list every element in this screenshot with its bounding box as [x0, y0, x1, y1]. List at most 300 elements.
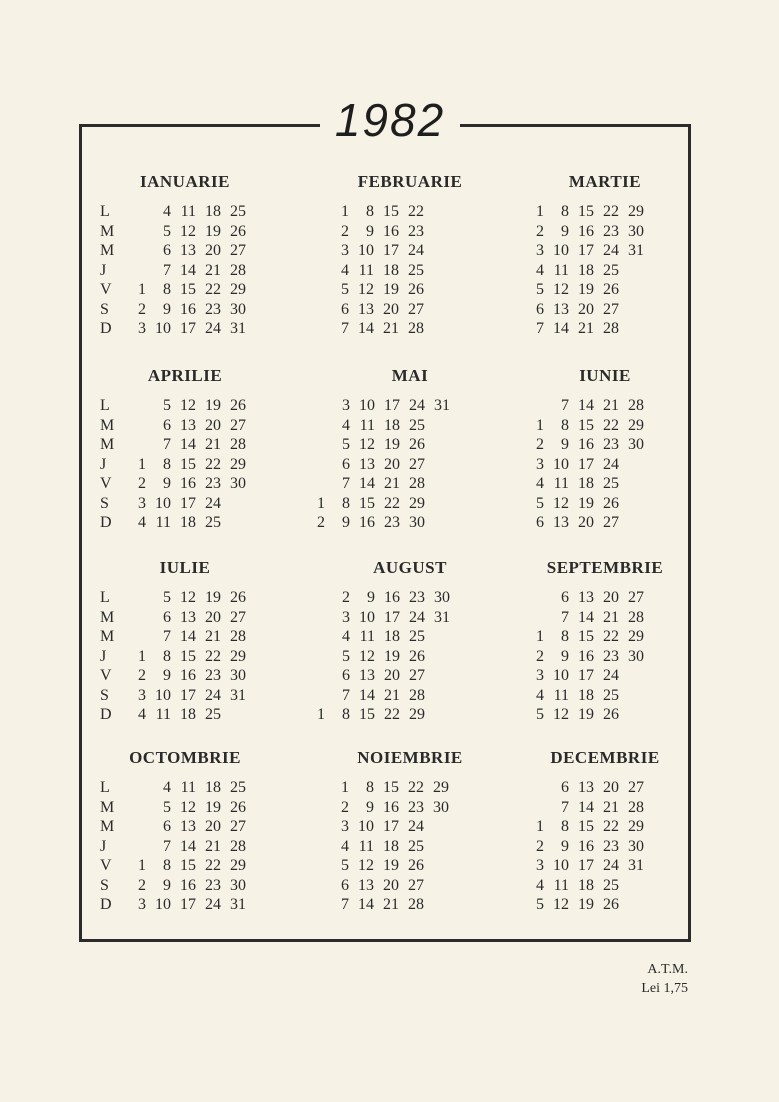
day-cell: 24 — [408, 242, 424, 259]
week-row — [100, 876, 270, 896]
day-cell: 31 — [628, 857, 644, 874]
day-cell: 5 — [163, 397, 171, 414]
day-cell: 1 — [138, 455, 146, 473]
month-name: SEPTEMBRIE — [546, 558, 664, 577]
week-row — [520, 817, 690, 837]
day-cell: 4 — [341, 261, 349, 279]
week-row — [100, 416, 270, 436]
month-name: DECEMBRIE — [550, 748, 660, 767]
month-days-grid — [325, 202, 495, 339]
day-cell: 16 — [383, 798, 399, 816]
week-row — [100, 202, 270, 222]
day-cell: 15 — [180, 455, 196, 473]
day-cell: 1 — [536, 628, 544, 645]
day-cell: 20 — [383, 876, 399, 894]
day-cell: 13 — [358, 876, 374, 894]
week-row — [520, 494, 690, 514]
month-name: AUGUST — [373, 558, 447, 577]
day-letter: V — [100, 281, 112, 298]
month-iulie — [100, 558, 270, 733]
day-cell: 25 — [230, 779, 246, 796]
day-cell: 16 — [578, 837, 594, 855]
week-row — [520, 202, 690, 222]
day-letter: L — [100, 779, 110, 796]
week-row — [100, 494, 270, 514]
day-cell: 8 — [366, 779, 374, 796]
day-cell: 6 — [341, 876, 349, 894]
day-cell: 14 — [358, 320, 374, 337]
day-cell: 20 — [578, 514, 594, 531]
day-cell: 27 — [230, 818, 246, 835]
day-cell: 10 — [358, 818, 374, 835]
week-row — [520, 627, 690, 647]
day-cell: 12 — [180, 222, 196, 240]
week-row — [520, 798, 690, 818]
day-cell: 15 — [359, 494, 375, 512]
week-row — [100, 455, 270, 475]
day-cell: 13 — [359, 667, 375, 684]
day-cell: 21 — [603, 397, 619, 414]
day-cell: 10 — [553, 242, 569, 259]
week-row — [325, 435, 495, 455]
day-cell: 30 — [409, 514, 425, 531]
day-cell: 7 — [163, 436, 171, 453]
day-cell: 25 — [603, 475, 619, 492]
day-cell: 4 — [536, 686, 544, 704]
month-august — [317, 558, 495, 733]
day-cell: 22 — [384, 494, 400, 512]
day-cell: 9 — [367, 589, 375, 606]
day-cell: 14 — [359, 686, 375, 704]
year-title: 1982 — [320, 90, 460, 150]
day-cell: 5 — [342, 647, 350, 665]
month-septembrie — [520, 558, 690, 733]
day-cell: 19 — [205, 589, 221, 606]
day-cell: 20 — [578, 300, 594, 318]
day-cell: 11 — [553, 876, 569, 894]
month-days-grid — [520, 202, 690, 339]
day-cell: 18 — [180, 514, 196, 531]
day-cell: 5 — [536, 281, 544, 298]
day-cell: 23 — [205, 876, 221, 894]
day-cell: 31 — [230, 896, 246, 913]
day-cell: 20 — [384, 455, 400, 473]
week-row — [325, 416, 495, 436]
day-cell: 12 — [180, 589, 196, 606]
day-cell: 4 — [341, 837, 349, 855]
day-cell: 3 — [536, 455, 544, 473]
day-cell: 6 — [561, 779, 569, 796]
day-cell: 18 — [578, 261, 594, 279]
day-cell: 1 — [536, 416, 544, 434]
day-cell: 23 — [205, 300, 221, 318]
day-cell: 14 — [553, 320, 569, 337]
week-row — [100, 817, 270, 837]
day-cell: 26 — [230, 589, 246, 606]
day-letter: V — [100, 667, 112, 684]
day-cell: 28 — [628, 608, 644, 626]
day-cell: 12 — [358, 281, 374, 298]
week-row — [100, 222, 270, 242]
week-row — [100, 300, 270, 320]
week-row — [325, 778, 495, 798]
day-cell: 16 — [578, 222, 594, 240]
day-cell: 3 — [341, 242, 349, 259]
day-cell: 28 — [230, 837, 246, 855]
day-cell: 19 — [383, 857, 399, 874]
day-cell: 6 — [163, 416, 171, 434]
day-cell: 21 — [383, 896, 399, 913]
day-cell: 15 — [578, 416, 594, 434]
day-cell: 24 — [205, 494, 221, 512]
day-letter: J — [100, 837, 107, 855]
month-februarie — [325, 172, 495, 347]
day-cell: 21 — [384, 475, 400, 492]
day-cell: 23 — [603, 436, 619, 453]
day-cell: 16 — [180, 667, 196, 684]
day-cell: 12 — [180, 397, 196, 414]
day-cell: 1 — [138, 281, 146, 298]
week-row — [325, 627, 495, 647]
week-row — [520, 778, 690, 798]
day-cell: 23 — [384, 514, 400, 531]
day-cell: 13 — [180, 818, 196, 835]
day-cell: 2 — [536, 837, 544, 855]
day-cell: 6 — [341, 300, 349, 318]
week-row — [520, 588, 690, 608]
day-cell: 16 — [180, 876, 196, 894]
day-cell: 13 — [180, 608, 196, 626]
day-cell: 24 — [409, 608, 425, 626]
week-row — [100, 705, 270, 725]
week-row — [325, 588, 495, 608]
day-cell: 23 — [205, 475, 221, 492]
day-cell: 14 — [578, 798, 594, 816]
week-row — [100, 396, 270, 416]
day-cell: 12 — [553, 281, 569, 298]
day-cell: 12 — [359, 647, 375, 665]
day-cell: 22 — [384, 706, 400, 723]
week-row — [100, 435, 270, 455]
day-cell: 20 — [603, 589, 619, 606]
week-row — [520, 222, 690, 242]
day-cell: 16 — [383, 222, 399, 240]
week-row — [325, 856, 495, 876]
week-row — [520, 474, 690, 494]
day-cell: 22 — [205, 455, 221, 473]
day-cell: 11 — [553, 686, 569, 704]
day-cell: 25 — [603, 686, 619, 704]
day-cell: 4 — [536, 876, 544, 894]
week-row — [520, 705, 690, 725]
week-row — [325, 686, 495, 706]
day-cell: 8 — [561, 818, 569, 835]
day-cell: 29 — [230, 281, 246, 298]
day-cell: 31 — [434, 608, 450, 626]
week-row — [520, 241, 690, 261]
day-cell: 27 — [230, 608, 246, 626]
week-row — [100, 686, 270, 706]
month-martie — [520, 172, 690, 347]
day-cell: 7 — [163, 628, 171, 645]
week-row — [325, 222, 495, 242]
day-cell: 24 — [603, 455, 619, 473]
month-days-grid — [100, 396, 270, 533]
footer — [600, 960, 688, 998]
day-cell: 29 — [230, 857, 246, 874]
month-name: IULIE — [159, 558, 211, 577]
week-row — [317, 494, 495, 514]
month-days-grid — [100, 778, 270, 915]
day-cell: 27 — [603, 514, 619, 531]
day-cell: 19 — [578, 896, 594, 913]
day-cell: 17 — [578, 455, 594, 473]
week-row — [325, 241, 495, 261]
day-cell: 15 — [578, 818, 594, 835]
week-row — [325, 261, 495, 281]
day-cell: 23 — [603, 647, 619, 665]
day-cell: 29 — [628, 818, 644, 835]
day-cell: 6 — [536, 514, 544, 531]
day-cell: 15 — [359, 706, 375, 723]
week-row — [100, 474, 270, 494]
day-cell: 13 — [578, 589, 594, 606]
day-cell: 17 — [383, 242, 399, 259]
day-cell: 20 — [205, 242, 221, 259]
day-letter: M — [100, 242, 115, 259]
day-cell: 25 — [205, 706, 221, 723]
day-cell: 15 — [578, 628, 594, 645]
day-cell: 2 — [536, 647, 544, 665]
day-cell: 26 — [603, 896, 619, 913]
day-cell: 12 — [180, 798, 196, 816]
week-row — [325, 202, 495, 222]
day-cell: 17 — [384, 397, 400, 414]
day-letter: V — [100, 475, 112, 492]
day-cell: 29 — [409, 494, 425, 512]
price-label: Lei 1,75 — [641, 981, 688, 996]
day-cell: 6 — [163, 608, 171, 626]
day-cell: 13 — [553, 514, 569, 531]
day-cell: 3 — [536, 242, 544, 259]
day-cell: 20 — [603, 779, 619, 796]
day-cell: 9 — [163, 667, 171, 684]
day-letter: D — [100, 514, 112, 531]
day-cell: 28 — [230, 628, 246, 645]
day-cell: 2 — [341, 222, 349, 240]
day-cell: 7 — [163, 261, 171, 279]
day-cell: 27 — [409, 455, 425, 473]
day-cell: 30 — [230, 876, 246, 894]
week-row — [325, 666, 495, 686]
day-cell: 10 — [358, 242, 374, 259]
day-cell: 25 — [603, 876, 619, 894]
day-cell: 18 — [384, 628, 400, 645]
month-name: OCTOMBRIE — [129, 748, 241, 767]
day-cell: 1 — [317, 706, 325, 723]
day-cell: 10 — [359, 397, 375, 414]
day-cell: 14 — [359, 475, 375, 492]
day-cell: 18 — [578, 686, 594, 704]
week-row — [100, 513, 270, 533]
day-cell: 22 — [603, 628, 619, 645]
day-cell: 19 — [384, 436, 400, 453]
day-cell: 7 — [561, 608, 569, 626]
day-cell: 23 — [409, 589, 425, 606]
day-cell: 2 — [342, 589, 350, 606]
day-cell: 28 — [628, 798, 644, 816]
week-row — [520, 280, 690, 300]
day-letter: M — [100, 222, 115, 240]
day-cell: 3 — [138, 494, 146, 512]
day-cell: 21 — [603, 798, 619, 816]
day-cell: 2 — [138, 475, 146, 492]
day-cell: 30 — [434, 589, 450, 606]
month-days-grid — [317, 588, 495, 725]
day-cell: 9 — [561, 222, 569, 240]
day-cell: 4 — [536, 475, 544, 492]
day-cell: 7 — [561, 798, 569, 816]
day-cell: 11 — [358, 837, 374, 855]
day-cell: 27 — [628, 779, 644, 796]
day-cell: 26 — [409, 647, 425, 665]
day-cell: 17 — [578, 857, 594, 874]
day-cell: 26 — [230, 798, 246, 816]
month-name: APRILIE — [147, 366, 223, 385]
day-cell: 8 — [163, 857, 171, 874]
day-cell: 10 — [155, 494, 171, 512]
day-letter: J — [100, 647, 107, 665]
day-cell: 14 — [180, 436, 196, 453]
day-cell: 19 — [578, 706, 594, 723]
week-row — [325, 280, 495, 300]
day-cell: 14 — [180, 837, 196, 855]
day-cell: 19 — [384, 647, 400, 665]
day-cell: 31 — [628, 242, 644, 259]
day-cell: 20 — [205, 818, 221, 835]
day-cell: 30 — [628, 222, 644, 240]
day-cell: 15 — [180, 857, 196, 874]
day-cell: 13 — [180, 416, 196, 434]
day-cell: 8 — [366, 203, 374, 220]
day-cell: 10 — [155, 686, 171, 704]
week-row — [325, 319, 495, 339]
week-row — [100, 895, 270, 915]
day-cell: 1 — [341, 203, 349, 220]
day-cell: 1 — [138, 857, 146, 874]
day-cell: 9 — [366, 222, 374, 240]
day-cell: 7 — [163, 837, 171, 855]
day-cell: 22 — [205, 857, 221, 874]
day-cell: 28 — [230, 261, 246, 279]
day-cell: 11 — [180, 203, 196, 220]
day-cell: 27 — [628, 589, 644, 606]
day-cell: 2 — [536, 222, 544, 240]
day-cell: 5 — [341, 281, 349, 298]
day-cell: 1 — [536, 818, 544, 835]
day-cell: 14 — [180, 628, 196, 645]
week-row — [325, 608, 495, 628]
day-cell: 12 — [553, 706, 569, 723]
day-cell: 17 — [578, 667, 594, 684]
day-cell: 25 — [230, 203, 246, 220]
day-cell: 24 — [408, 818, 424, 835]
day-cell: 9 — [561, 837, 569, 855]
week-row — [100, 666, 270, 686]
day-cell: 10 — [155, 896, 171, 913]
day-cell: 31 — [434, 397, 450, 414]
week-row — [317, 705, 495, 725]
day-cell: 11 — [358, 261, 374, 279]
day-cell: 9 — [163, 300, 171, 318]
week-row — [520, 876, 690, 896]
week-row — [100, 319, 270, 339]
day-cell: 22 — [205, 647, 221, 665]
day-letter: S — [100, 686, 109, 704]
day-cell: 30 — [628, 436, 644, 453]
week-row — [325, 647, 495, 667]
day-cell: 22 — [603, 818, 619, 835]
month-days-grid — [317, 396, 495, 533]
day-cell: 18 — [383, 837, 399, 855]
week-row — [100, 588, 270, 608]
week-row — [100, 280, 270, 300]
day-cell: 27 — [408, 876, 424, 894]
day-cell: 7 — [342, 475, 350, 492]
day-cell: 21 — [205, 837, 221, 855]
week-row — [325, 300, 495, 320]
day-cell: 27 — [230, 416, 246, 434]
day-cell: 6 — [342, 667, 350, 684]
day-cell: 2 — [138, 876, 146, 894]
day-cell: 9 — [163, 876, 171, 894]
day-cell: 28 — [230, 436, 246, 453]
day-cell: 8 — [163, 281, 171, 298]
day-cell: 16 — [180, 475, 196, 492]
day-cell: 22 — [603, 203, 619, 220]
day-cell: 24 — [603, 242, 619, 259]
day-cell: 24 — [603, 857, 619, 874]
day-cell: 3 — [536, 857, 544, 874]
week-row — [317, 513, 495, 533]
day-cell: 12 — [359, 436, 375, 453]
week-row — [325, 798, 495, 818]
day-cell: 18 — [384, 416, 400, 434]
day-cell: 29 — [433, 779, 449, 796]
day-cell: 21 — [205, 261, 221, 279]
day-cell: 4 — [342, 416, 350, 434]
day-cell: 21 — [578, 320, 594, 337]
day-letter: V — [100, 857, 112, 874]
day-cell: 6 — [536, 300, 544, 318]
day-cell: 3 — [342, 397, 350, 414]
day-cell: 16 — [578, 436, 594, 453]
day-cell: 17 — [384, 608, 400, 626]
week-row — [100, 647, 270, 667]
month-name: MARTIE — [568, 172, 642, 191]
month-days-grid — [325, 778, 495, 915]
day-cell: 21 — [383, 320, 399, 337]
week-row — [520, 455, 690, 475]
week-row — [520, 666, 690, 686]
day-cell: 14 — [578, 397, 594, 414]
day-cell: 15 — [180, 647, 196, 665]
day-cell: 11 — [553, 261, 569, 279]
day-cell: 25 — [409, 416, 425, 434]
day-cell: 8 — [163, 647, 171, 665]
day-cell: 29 — [628, 628, 644, 645]
day-cell: 30 — [628, 837, 644, 855]
